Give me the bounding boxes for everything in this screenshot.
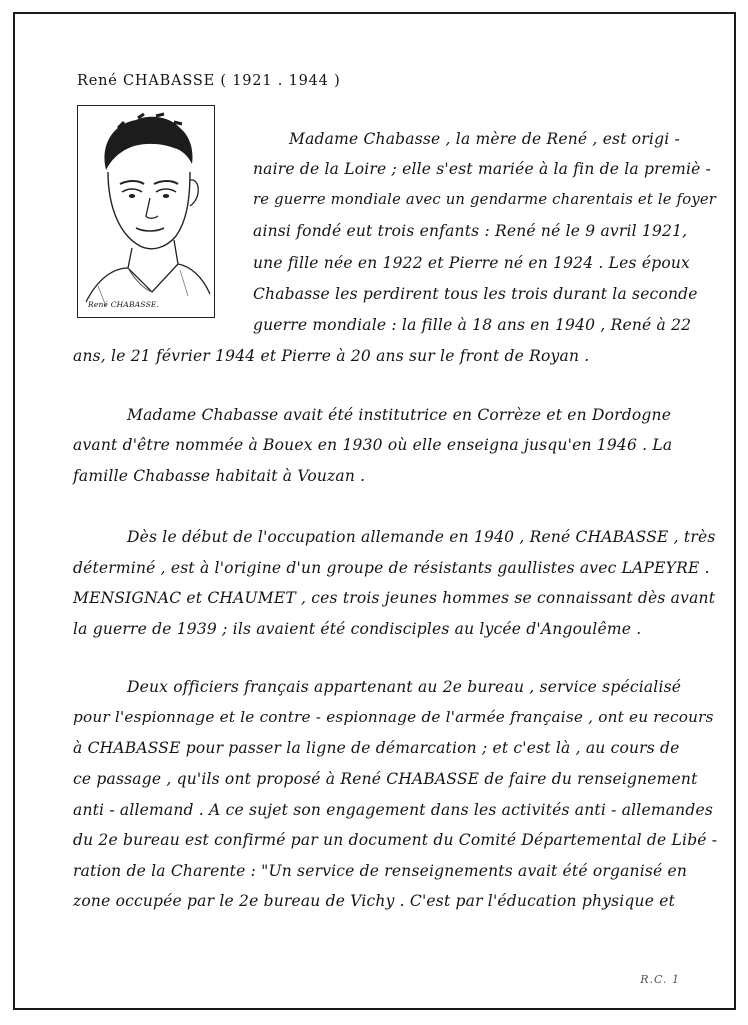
text-line: ans, le 21 février 1944 et Pierre à 20 ans sur le front de Royan . bbox=[73, 347, 590, 365]
portrait-sketch-icon bbox=[78, 106, 213, 316]
text-line: ainsi fondé eut trois enfants : René né le 9 avril 1921, bbox=[253, 222, 688, 240]
text-line: ce passage , qu'ils ont proposé à René CHABASSE de faire du renseignement bbox=[73, 770, 698, 788]
text-line: Dès le début de l'occupation allemande en 1940 , René CHABASSE , très bbox=[127, 528, 716, 546]
text-line: MENSIGNAC et CHAUMET , ces trois jeunes hommes se connaissant dès avant bbox=[73, 589, 716, 607]
text-line: pour l'espionnage et le contre - espionnage de l'armée française , ont eu recours bbox=[73, 708, 714, 726]
portrait-drawing bbox=[77, 105, 215, 318]
text-line: déterminé , est à l'origine d'un groupe de résistants gaullistes avec LAPEYRE . bbox=[73, 559, 710, 577]
text-line: du 2e bureau est confirmé par un document du Comité Départemental de Libé - bbox=[73, 831, 718, 849]
text-line: ration de la Charente : "Un service de renseignements avait été organisé en bbox=[73, 862, 688, 880]
text-line: à CHABASSE pour passer la ligne de démarcation ; et c'est là , au cours de bbox=[73, 739, 680, 757]
document-page bbox=[13, 12, 736, 1010]
text-line: naire de la Loire ; elle s'est mariée à la fin de la premiè - bbox=[253, 160, 712, 178]
text-line: Madame Chabasse , la mère de René , est origi - bbox=[289, 130, 680, 148]
text-line: Madame Chabasse avait été institutrice en Corrèze et en Dordogne bbox=[127, 406, 672, 424]
portrait-caption: René CHABASSE. bbox=[88, 300, 160, 309]
text-line: une fille née en 1922 et Pierre né en 1924 . Les époux bbox=[253, 254, 690, 272]
text-line: famille Chabasse habitait à Vouzan . bbox=[73, 467, 366, 485]
text-line: Chabasse les perdirent tous les trois durant la seconde bbox=[253, 285, 698, 303]
text-line: avant d'être nommée à Bouex en 1930 où elle enseigna jusqu'en 1946 . La bbox=[73, 436, 673, 454]
text-line: zone occupée par le 2e bureau de Vichy . C'est par l'éducation physique et bbox=[73, 892, 676, 910]
text-line: re guerre mondiale avec un gendarme charentais et le foyer bbox=[253, 191, 717, 208]
page-title: René CHABASSE ( 1921 . 1944 ) bbox=[77, 73, 341, 89]
text-line: anti - allemand . A ce sujet son engagement dans les activités anti - allemandes bbox=[73, 801, 713, 819]
text-line: guerre mondiale : la fille à 18 ans en 1940 , René à 22 bbox=[253, 316, 692, 334]
text-line: la guerre de 1939 ; ils avaient été condisciples au lycée d'Angoulême . bbox=[73, 620, 642, 638]
text-line: Deux officiers français appartenant au 2e bureau , service spécialisé bbox=[127, 678, 682, 696]
page-reference: R.C. 1 bbox=[640, 973, 680, 986]
